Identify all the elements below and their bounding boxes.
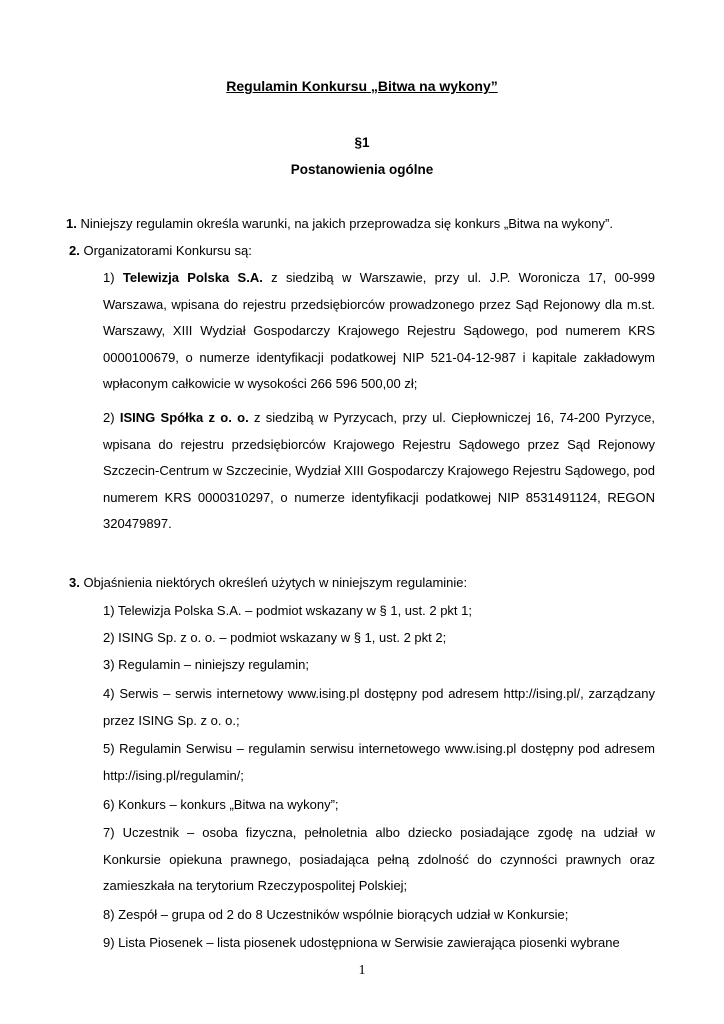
section-title: Postanowienia ogólne — [290, 162, 434, 177]
list-item: 5) Regulamin Serwisu – regulamin serwisu internetowego www.ising.pl dostępny pod adresem http://ising.pl/regulamin/; — [103, 741, 655, 783]
paragraph-text: Objaśnienia niektórych określeń użytych w niniejszym regulaminie: — [79, 575, 468, 590]
list-item: 7) Uczestnik – osoba fizyczna, pełnoletnia albo dziecko posiadające zgodę na udział w Konkursie opiekuna prawnego, posiadająca pełną zdolność do czynności prawnych oraz zamieszkała na terytorium Rzeczypospolitej Polskiej; — [103, 825, 655, 893]
list-item: 2) ISING Sp. z o. o. – podmiot wskazany w § 1, ust. 2 pkt 2; — [103, 630, 447, 645]
paragraph-1 — [66, 216, 666, 231]
list-item: 9) Lista Piosenek – lista piosenek udostępniona w Serwisie zawierająca piosenki wybrane — [103, 935, 620, 950]
list-item: 4) Serwis – serwis internetowy www.ising.pl dostępny pod adresem http://ising.pl/, zarządzany przez ISING Sp. z o. o.; — [103, 686, 655, 728]
section-number: §1 — [354, 135, 370, 150]
list-item: 1) Telewizja Polska S.A. z siedzibą w Warszawie, przy ul. J.P. Woronicza 17, 00-999 Warszawa, wpisana do rejestru przedsiębiorców prowadzonego przez Sąd Rejonowy dla m.st. Warszawy, XIII Wydział Gospodarczy Krajowego Rejestru Sądowego, pod numerem KRS 0000100679, o numerze identyfikacji podatkowej NIP 521-04-12-987 i kapitale zakładowym wpłaconym całkowicie w wysokości 266 596 500,00 zł; — [103, 270, 655, 391]
list-item: 8) Zespół – grupa od 2 do 8 Uczestników wspólnie biorących udział w Konkursie; — [103, 907, 569, 922]
paragraph-number: 3. — [69, 575, 80, 590]
page-number: 1 — [358, 963, 366, 978]
paragraph-text: Organizatorami Konkursu są: — [79, 243, 252, 258]
organizer-name: ISING Spółka z o. o. — [119, 410, 249, 425]
list-item: 3) Regulamin – niniejszy regulamin; — [103, 657, 309, 672]
paragraph-2 — [69, 243, 669, 258]
organizer-name: Telewizja Polska S.A. — [122, 270, 263, 285]
document-title: Regulamin Konkursu „Bitwa na wykony” — [226, 78, 498, 94]
paragraph-number: 1. — [66, 216, 77, 231]
list-item: 6) Konkurs – konkurs „Bitwa na wykony”; — [103, 797, 339, 812]
paragraph-3 — [69, 575, 669, 590]
list-item: 1) Telewizja Polska S.A. – podmiot wskazany w § 1, ust. 2 pkt 1; — [103, 603, 472, 618]
paragraph-number: 2. — [69, 243, 80, 258]
paragraph-text: Niniejszy regulamin określa warunki, na jakich przeprowadza się konkurs „Bitwa na wykony”. — [76, 216, 613, 231]
list-item: 2) ISING Spółka z o. o. z siedzibą w Pyrzycach, przy ul. Ciepłowniczej 16, 74-200 Pyrzyce, wpisana do rejestru przedsiębiorców Krajowego Rejestru Sądowego przez Sąd Rejonowy Szczecin-Centrum w Szczecinie, Wydział XIII Gospodarczy Krajowego Rejestru Sądowego, pod numerem KRS 0000310297, o numerze identyfikacji podatkowej NIP 8531491124, REGON 320479897. — [103, 410, 655, 531]
